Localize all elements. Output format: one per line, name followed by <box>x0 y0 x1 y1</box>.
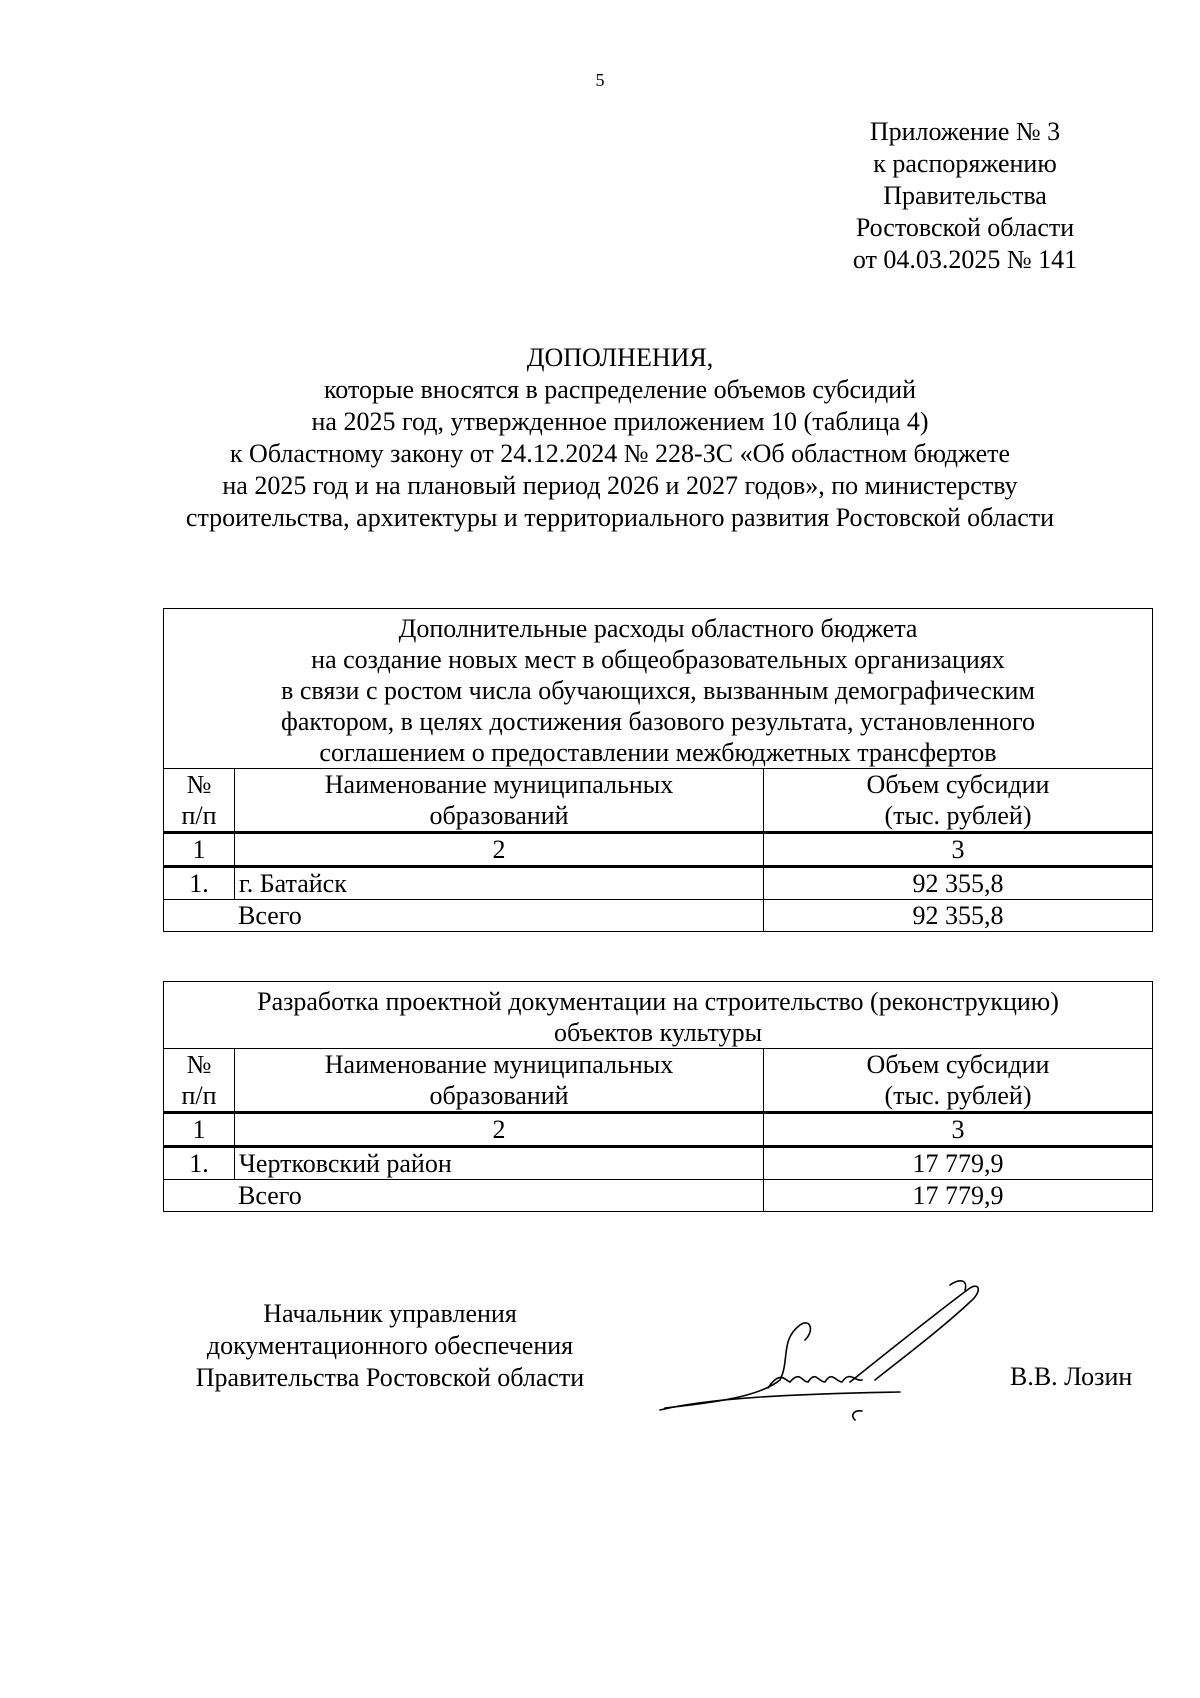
document-title: ДОПОЛНЕНИЯ, <box>526 343 714 372</box>
column-number: 2 <box>235 1113 764 1147</box>
subsidy-table-culture <box>163 981 1153 1212</box>
position-line: Правительства Ростовской области <box>195 1363 585 1392</box>
column-number-row <box>164 833 1153 867</box>
header-text: п/п <box>181 1081 217 1110</box>
column-header-name <box>235 769 764 833</box>
table-caption <box>164 609 1153 769</box>
caption-line: на создание новых мест в общеобразовательных организациях <box>311 645 1005 674</box>
heading-line: на 2025 год, утвержденное приложением 10 (таблица 4) <box>311 407 929 436</box>
column-number: 1 <box>164 1113 235 1147</box>
page-number: 5 <box>595 70 605 90</box>
municipality-name: Чертковский район <box>235 1147 764 1180</box>
subsidy-table-education <box>163 608 1153 932</box>
header-text: Объем субсидии <box>866 770 1050 799</box>
header-text: (тыс. рублей) <box>884 1081 1032 1110</box>
appendix-line: Правительства <box>883 181 1047 210</box>
row-number: 1. <box>164 1147 235 1180</box>
heading-line: которые вносятся в распределение объемов субсидий <box>323 375 917 404</box>
caption-line: соглашением о предоставлении межбюджетных трансфертов <box>319 738 997 767</box>
document-heading <box>120 342 1120 534</box>
header-text: образований <box>429 801 569 830</box>
appendix-line: от 04.03.2025 № 141 <box>852 245 1078 274</box>
signatory-name: В.В. Лозин <box>1010 1362 1133 1391</box>
municipality-name: г. Батайск <box>235 867 764 900</box>
table-row <box>164 1147 1153 1180</box>
caption-line: Дополнительные расходы областного бюджета <box>398 614 918 643</box>
position-line: Начальник управления <box>263 1299 517 1328</box>
table-header-row <box>164 769 1153 833</box>
caption-line: Разработка проектной документации на строительство (реконструкцию) <box>257 987 1059 1016</box>
header-text: образований <box>429 1081 569 1110</box>
header-text: Объем субсидии <box>866 1050 1050 1079</box>
caption-line: в связи с ростом числа обучающихся, вызванным демографическим <box>281 676 1035 705</box>
subsidy-amount: 17 779,9 <box>764 1147 1153 1180</box>
column-number: 1 <box>164 833 235 867</box>
table-caption <box>164 982 1153 1049</box>
appendix-line: Приложение № 3 <box>869 117 1061 146</box>
column-number: 3 <box>764 1113 1153 1147</box>
column-header-amount <box>764 1049 1153 1113</box>
heading-line: строительства, архитектуры и территориального развития Ростовской области <box>185 503 1055 532</box>
header-text: п/п <box>181 801 217 830</box>
heading-line: на 2025 год и на плановый период 2026 и 2027 годов», по министерству <box>222 471 1018 500</box>
column-header-name <box>235 1049 764 1113</box>
total-amount: 92 355,8 <box>764 900 1153 932</box>
column-header-no <box>164 1049 235 1113</box>
column-header-no <box>164 769 235 833</box>
total-label: Всего <box>164 900 764 932</box>
handwritten-signature <box>650 1270 990 1430</box>
column-number: 3 <box>764 833 1153 867</box>
total-row <box>164 1180 1153 1212</box>
total-row <box>164 900 1153 932</box>
appendix-header <box>820 116 1110 276</box>
caption-line: объектов культуры <box>553 1018 763 1047</box>
header-text: Наименование муниципальных <box>324 1050 674 1079</box>
header-text: Наименование муниципальных <box>324 770 674 799</box>
table-header-row <box>164 1049 1153 1113</box>
column-number-row <box>164 1113 1153 1147</box>
total-amount: 17 779,9 <box>764 1180 1153 1212</box>
signatory-position <box>160 1298 620 1394</box>
position-line: документационного обеспечения <box>206 1331 574 1360</box>
table-row <box>164 867 1153 900</box>
total-label: Всего <box>164 1180 764 1212</box>
heading-line: к Областному закону от 24.12.2024 № 228-ЗС «Об областном бюджете <box>229 439 1011 468</box>
subsidy-amount: 92 355,8 <box>764 867 1153 900</box>
appendix-line: Ростовской области <box>855 213 1075 242</box>
caption-line: фактором, в целях достижения базового результата, установленного <box>281 707 1035 736</box>
appendix-line: к распоряжению <box>873 149 1057 178</box>
header-text: № <box>186 1050 212 1079</box>
column-header-amount <box>764 769 1153 833</box>
header-text: (тыс. рублей) <box>884 801 1032 830</box>
column-number: 2 <box>235 833 764 867</box>
row-number: 1. <box>164 867 235 900</box>
header-text: № <box>186 770 212 799</box>
